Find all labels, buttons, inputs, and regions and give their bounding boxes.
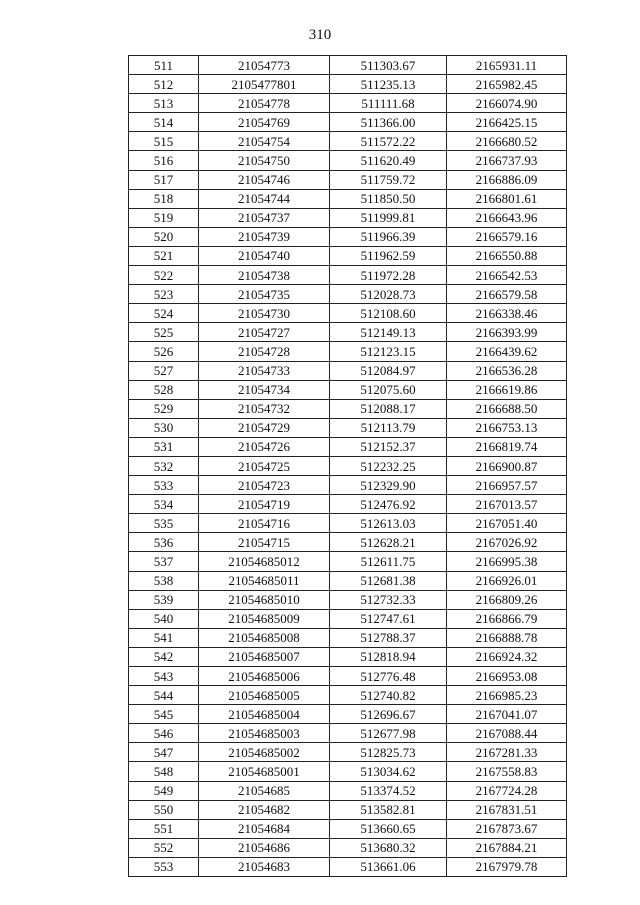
table-row	[129, 361, 567, 380]
y-coordinate-cell: 2166688.50	[447, 399, 567, 418]
point-id-cell: 21054725	[199, 456, 330, 475]
table-row	[129, 151, 567, 170]
x-coordinate-cell: 512825.73	[330, 743, 447, 762]
y-coordinate-cell: 2167281.33	[447, 743, 567, 762]
table-row	[129, 686, 567, 705]
x-coordinate-cell: 513582.81	[330, 800, 447, 819]
coordinates-table	[128, 55, 567, 877]
y-coordinate-cell: 2166550.88	[447, 246, 567, 265]
point-id-cell: 21054685007	[199, 647, 330, 666]
y-coordinate-cell: 2166439.62	[447, 342, 567, 361]
table-row	[129, 75, 567, 94]
x-coordinate-cell: 512788.37	[330, 628, 447, 647]
y-coordinate-cell: 2167051.40	[447, 514, 567, 533]
x-coordinate-cell: 511999.81	[330, 208, 447, 227]
x-coordinate-cell: 511966.39	[330, 227, 447, 246]
table-row	[129, 628, 567, 647]
x-coordinate-cell: 512628.21	[330, 533, 447, 552]
x-coordinate-cell: 512696.67	[330, 705, 447, 724]
row-index-cell: 552	[129, 838, 199, 857]
x-coordinate-cell: 511962.59	[330, 246, 447, 265]
y-coordinate-cell: 2166753.13	[447, 418, 567, 437]
y-coordinate-cell: 2166900.87	[447, 456, 567, 475]
point-id-cell: 21054686	[199, 838, 330, 857]
row-index-cell: 545	[129, 705, 199, 724]
row-index-cell: 535	[129, 514, 199, 533]
row-index-cell: 540	[129, 609, 199, 628]
point-id-cell: 21054685	[199, 781, 330, 800]
table-row	[129, 342, 567, 361]
row-index-cell: 521	[129, 246, 199, 265]
point-id-cell: 21054715	[199, 533, 330, 552]
x-coordinate-cell: 512028.73	[330, 285, 447, 304]
table-row	[129, 762, 567, 781]
row-index-cell: 528	[129, 380, 199, 399]
table-row	[129, 94, 567, 113]
x-coordinate-cell: 512149.13	[330, 323, 447, 342]
point-id-cell: 21054750	[199, 151, 330, 170]
point-id-cell: 21054685006	[199, 667, 330, 686]
table-row	[129, 552, 567, 571]
y-coordinate-cell: 2167979.78	[447, 857, 567, 876]
x-coordinate-cell: 512732.33	[330, 590, 447, 609]
table-row	[129, 304, 567, 323]
y-coordinate-cell: 2166680.52	[447, 132, 567, 151]
y-coordinate-cell: 2166886.09	[447, 170, 567, 189]
y-coordinate-cell: 2167724.28	[447, 781, 567, 800]
point-id-cell: 21054729	[199, 418, 330, 437]
x-coordinate-cell: 512677.98	[330, 724, 447, 743]
y-coordinate-cell: 2167873.67	[447, 819, 567, 838]
row-index-cell: 531	[129, 437, 199, 456]
point-id-cell: 21054685009	[199, 609, 330, 628]
row-index-cell: 537	[129, 552, 199, 571]
point-id-cell: 21054683	[199, 857, 330, 876]
row-index-cell: 551	[129, 819, 199, 838]
point-id-cell: 21054685010	[199, 590, 330, 609]
table-row	[129, 533, 567, 552]
y-coordinate-cell: 2167013.57	[447, 495, 567, 514]
x-coordinate-cell: 512740.82	[330, 686, 447, 705]
x-coordinate-cell: 511303.67	[330, 56, 447, 75]
y-coordinate-cell: 2167026.92	[447, 533, 567, 552]
table-row	[129, 456, 567, 475]
y-coordinate-cell: 2166985.23	[447, 686, 567, 705]
point-id-cell: 21054746	[199, 170, 330, 189]
y-coordinate-cell: 2166888.78	[447, 628, 567, 647]
row-index-cell: 516	[129, 151, 199, 170]
x-coordinate-cell: 512084.97	[330, 361, 447, 380]
x-coordinate-cell: 512075.60	[330, 380, 447, 399]
point-id-cell: 21054754	[199, 132, 330, 151]
y-coordinate-cell: 2166074.90	[447, 94, 567, 113]
point-id-cell: 21054685001	[199, 762, 330, 781]
table-row	[129, 667, 567, 686]
x-coordinate-cell: 511111.68	[330, 94, 447, 113]
point-id-cell: 21054769	[199, 113, 330, 132]
row-index-cell: 541	[129, 628, 199, 647]
row-index-cell: 511	[129, 56, 199, 75]
point-id-cell: 21054723	[199, 476, 330, 495]
point-id-cell: 21054740	[199, 246, 330, 265]
x-coordinate-cell: 512329.90	[330, 476, 447, 495]
point-id-cell: 21054737	[199, 208, 330, 227]
row-index-cell: 513	[129, 94, 199, 113]
point-id-cell: 21054730	[199, 304, 330, 323]
x-coordinate-cell: 511759.72	[330, 170, 447, 189]
point-id-cell: 21054726	[199, 437, 330, 456]
point-id-cell: 21054716	[199, 514, 330, 533]
point-id-cell: 21054685005	[199, 686, 330, 705]
table-row	[129, 743, 567, 762]
y-coordinate-cell: 2166536.28	[447, 361, 567, 380]
y-coordinate-cell: 2167041.07	[447, 705, 567, 724]
table-row	[129, 800, 567, 819]
y-coordinate-cell: 2166619.86	[447, 380, 567, 399]
point-id-cell: 21054732	[199, 399, 330, 418]
y-coordinate-cell: 2166801.61	[447, 189, 567, 208]
row-index-cell: 549	[129, 781, 199, 800]
point-id-cell: 21054773	[199, 56, 330, 75]
point-id-cell: 21054684	[199, 819, 330, 838]
table-row	[129, 781, 567, 800]
row-index-cell: 544	[129, 686, 199, 705]
x-coordinate-cell: 512113.79	[330, 418, 447, 437]
row-index-cell: 547	[129, 743, 199, 762]
row-index-cell: 538	[129, 571, 199, 590]
y-coordinate-cell: 2167831.51	[447, 800, 567, 819]
point-id-cell: 21054727	[199, 323, 330, 342]
table-row	[129, 246, 567, 265]
row-index-cell: 534	[129, 495, 199, 514]
y-coordinate-cell: 2166809.26	[447, 590, 567, 609]
table-row	[129, 113, 567, 132]
y-coordinate-cell: 2166995.38	[447, 552, 567, 571]
row-index-cell: 532	[129, 456, 199, 475]
y-coordinate-cell: 2165982.45	[447, 75, 567, 94]
point-id-cell: 21054685012	[199, 552, 330, 571]
y-coordinate-cell: 2166579.58	[447, 285, 567, 304]
point-id-cell: 21054739	[199, 227, 330, 246]
row-index-cell: 542	[129, 647, 199, 666]
x-coordinate-cell: 512613.03	[330, 514, 447, 533]
row-index-cell: 512	[129, 75, 199, 94]
table-row	[129, 724, 567, 743]
x-coordinate-cell: 513034.62	[330, 762, 447, 781]
y-coordinate-cell: 2166866.79	[447, 609, 567, 628]
page-number: 310	[308, 27, 332, 43]
table-row	[129, 418, 567, 437]
row-index-cell: 526	[129, 342, 199, 361]
row-index-cell: 536	[129, 533, 199, 552]
point-id-cell: 21054685002	[199, 743, 330, 762]
table-row	[129, 380, 567, 399]
table-row	[129, 323, 567, 342]
row-index-cell: 539	[129, 590, 199, 609]
row-index-cell: 515	[129, 132, 199, 151]
table-row	[129, 705, 567, 724]
x-coordinate-cell: 511850.50	[330, 189, 447, 208]
y-coordinate-cell: 2167884.21	[447, 838, 567, 857]
table-row	[129, 476, 567, 495]
x-coordinate-cell: 513661.06	[330, 857, 447, 876]
row-index-cell: 529	[129, 399, 199, 418]
y-coordinate-cell: 2166338.46	[447, 304, 567, 323]
table-row	[129, 170, 567, 189]
x-coordinate-cell: 512232.25	[330, 456, 447, 475]
x-coordinate-cell: 512681.38	[330, 571, 447, 590]
table-row	[129, 399, 567, 418]
y-coordinate-cell: 2166542.53	[447, 266, 567, 285]
x-coordinate-cell: 512152.37	[330, 437, 447, 456]
row-index-cell: 530	[129, 418, 199, 437]
row-index-cell: 522	[129, 266, 199, 285]
row-index-cell: 519	[129, 208, 199, 227]
x-coordinate-cell: 512611.75	[330, 552, 447, 571]
point-id-cell: 21054685008	[199, 628, 330, 647]
row-index-cell: 553	[129, 857, 199, 876]
y-coordinate-cell: 2166393.99	[447, 323, 567, 342]
coordinates-table-body	[129, 56, 567, 877]
table-row	[129, 838, 567, 857]
point-id-cell: 21054744	[199, 189, 330, 208]
point-id-cell: 21054733	[199, 361, 330, 380]
x-coordinate-cell: 511972.28	[330, 266, 447, 285]
x-coordinate-cell: 512776.48	[330, 667, 447, 686]
table-row	[129, 189, 567, 208]
y-coordinate-cell: 2165931.11	[447, 56, 567, 75]
y-coordinate-cell: 2167558.83	[447, 762, 567, 781]
row-index-cell: 543	[129, 667, 199, 686]
row-index-cell: 533	[129, 476, 199, 495]
table-row	[129, 266, 567, 285]
y-coordinate-cell: 2166819.74	[447, 437, 567, 456]
table-row	[129, 495, 567, 514]
row-index-cell: 517	[129, 170, 199, 189]
row-index-cell: 527	[129, 361, 199, 380]
x-coordinate-cell: 512818.94	[330, 647, 447, 666]
row-index-cell: 514	[129, 113, 199, 132]
y-coordinate-cell: 2166953.08	[447, 667, 567, 686]
point-id-cell: 21054682	[199, 800, 330, 819]
y-coordinate-cell: 2166425.15	[447, 113, 567, 132]
point-id-cell: 2105477801	[199, 75, 330, 94]
row-index-cell: 524	[129, 304, 199, 323]
x-coordinate-cell: 511620.49	[330, 151, 447, 170]
row-index-cell: 525	[129, 323, 199, 342]
point-id-cell: 21054734	[199, 380, 330, 399]
y-coordinate-cell: 2166957.57	[447, 476, 567, 495]
row-index-cell: 520	[129, 227, 199, 246]
x-coordinate-cell: 511366.00	[330, 113, 447, 132]
row-index-cell: 523	[129, 285, 199, 304]
y-coordinate-cell: 2167088.44	[447, 724, 567, 743]
table-row	[129, 285, 567, 304]
x-coordinate-cell: 511572.22	[330, 132, 447, 151]
x-coordinate-cell: 511235.13	[330, 75, 447, 94]
x-coordinate-cell: 513660.65	[330, 819, 447, 838]
point-id-cell: 21054685003	[199, 724, 330, 743]
table-row	[129, 819, 567, 838]
x-coordinate-cell: 513374.52	[330, 781, 447, 800]
table-row	[129, 514, 567, 533]
row-index-cell: 550	[129, 800, 199, 819]
y-coordinate-cell: 2166643.96	[447, 208, 567, 227]
x-coordinate-cell: 512088.17	[330, 399, 447, 418]
y-coordinate-cell: 2166579.16	[447, 227, 567, 246]
point-id-cell: 21054685011	[199, 571, 330, 590]
table-row	[129, 437, 567, 456]
table-row	[129, 590, 567, 609]
x-coordinate-cell: 512476.92	[330, 495, 447, 514]
x-coordinate-cell: 512108.60	[330, 304, 447, 323]
y-coordinate-cell: 2166737.93	[447, 151, 567, 170]
point-id-cell: 21054685004	[199, 705, 330, 724]
table-row	[129, 56, 567, 75]
table-row	[129, 571, 567, 590]
y-coordinate-cell: 2166924.32	[447, 647, 567, 666]
table-row	[129, 227, 567, 246]
row-index-cell: 546	[129, 724, 199, 743]
table-row	[129, 132, 567, 151]
point-id-cell: 21054735	[199, 285, 330, 304]
table-row	[129, 857, 567, 876]
y-coordinate-cell: 2166926.01	[447, 571, 567, 590]
row-index-cell: 548	[129, 762, 199, 781]
x-coordinate-cell: 512123.15	[330, 342, 447, 361]
point-id-cell: 21054778	[199, 94, 330, 113]
point-id-cell: 21054728	[199, 342, 330, 361]
point-id-cell: 21054738	[199, 266, 330, 285]
x-coordinate-cell: 513680.32	[330, 838, 447, 857]
point-id-cell: 21054719	[199, 495, 330, 514]
table-row	[129, 208, 567, 227]
table-row	[129, 647, 567, 666]
table-row	[129, 609, 567, 628]
row-index-cell: 518	[129, 189, 199, 208]
x-coordinate-cell: 512747.61	[330, 609, 447, 628]
